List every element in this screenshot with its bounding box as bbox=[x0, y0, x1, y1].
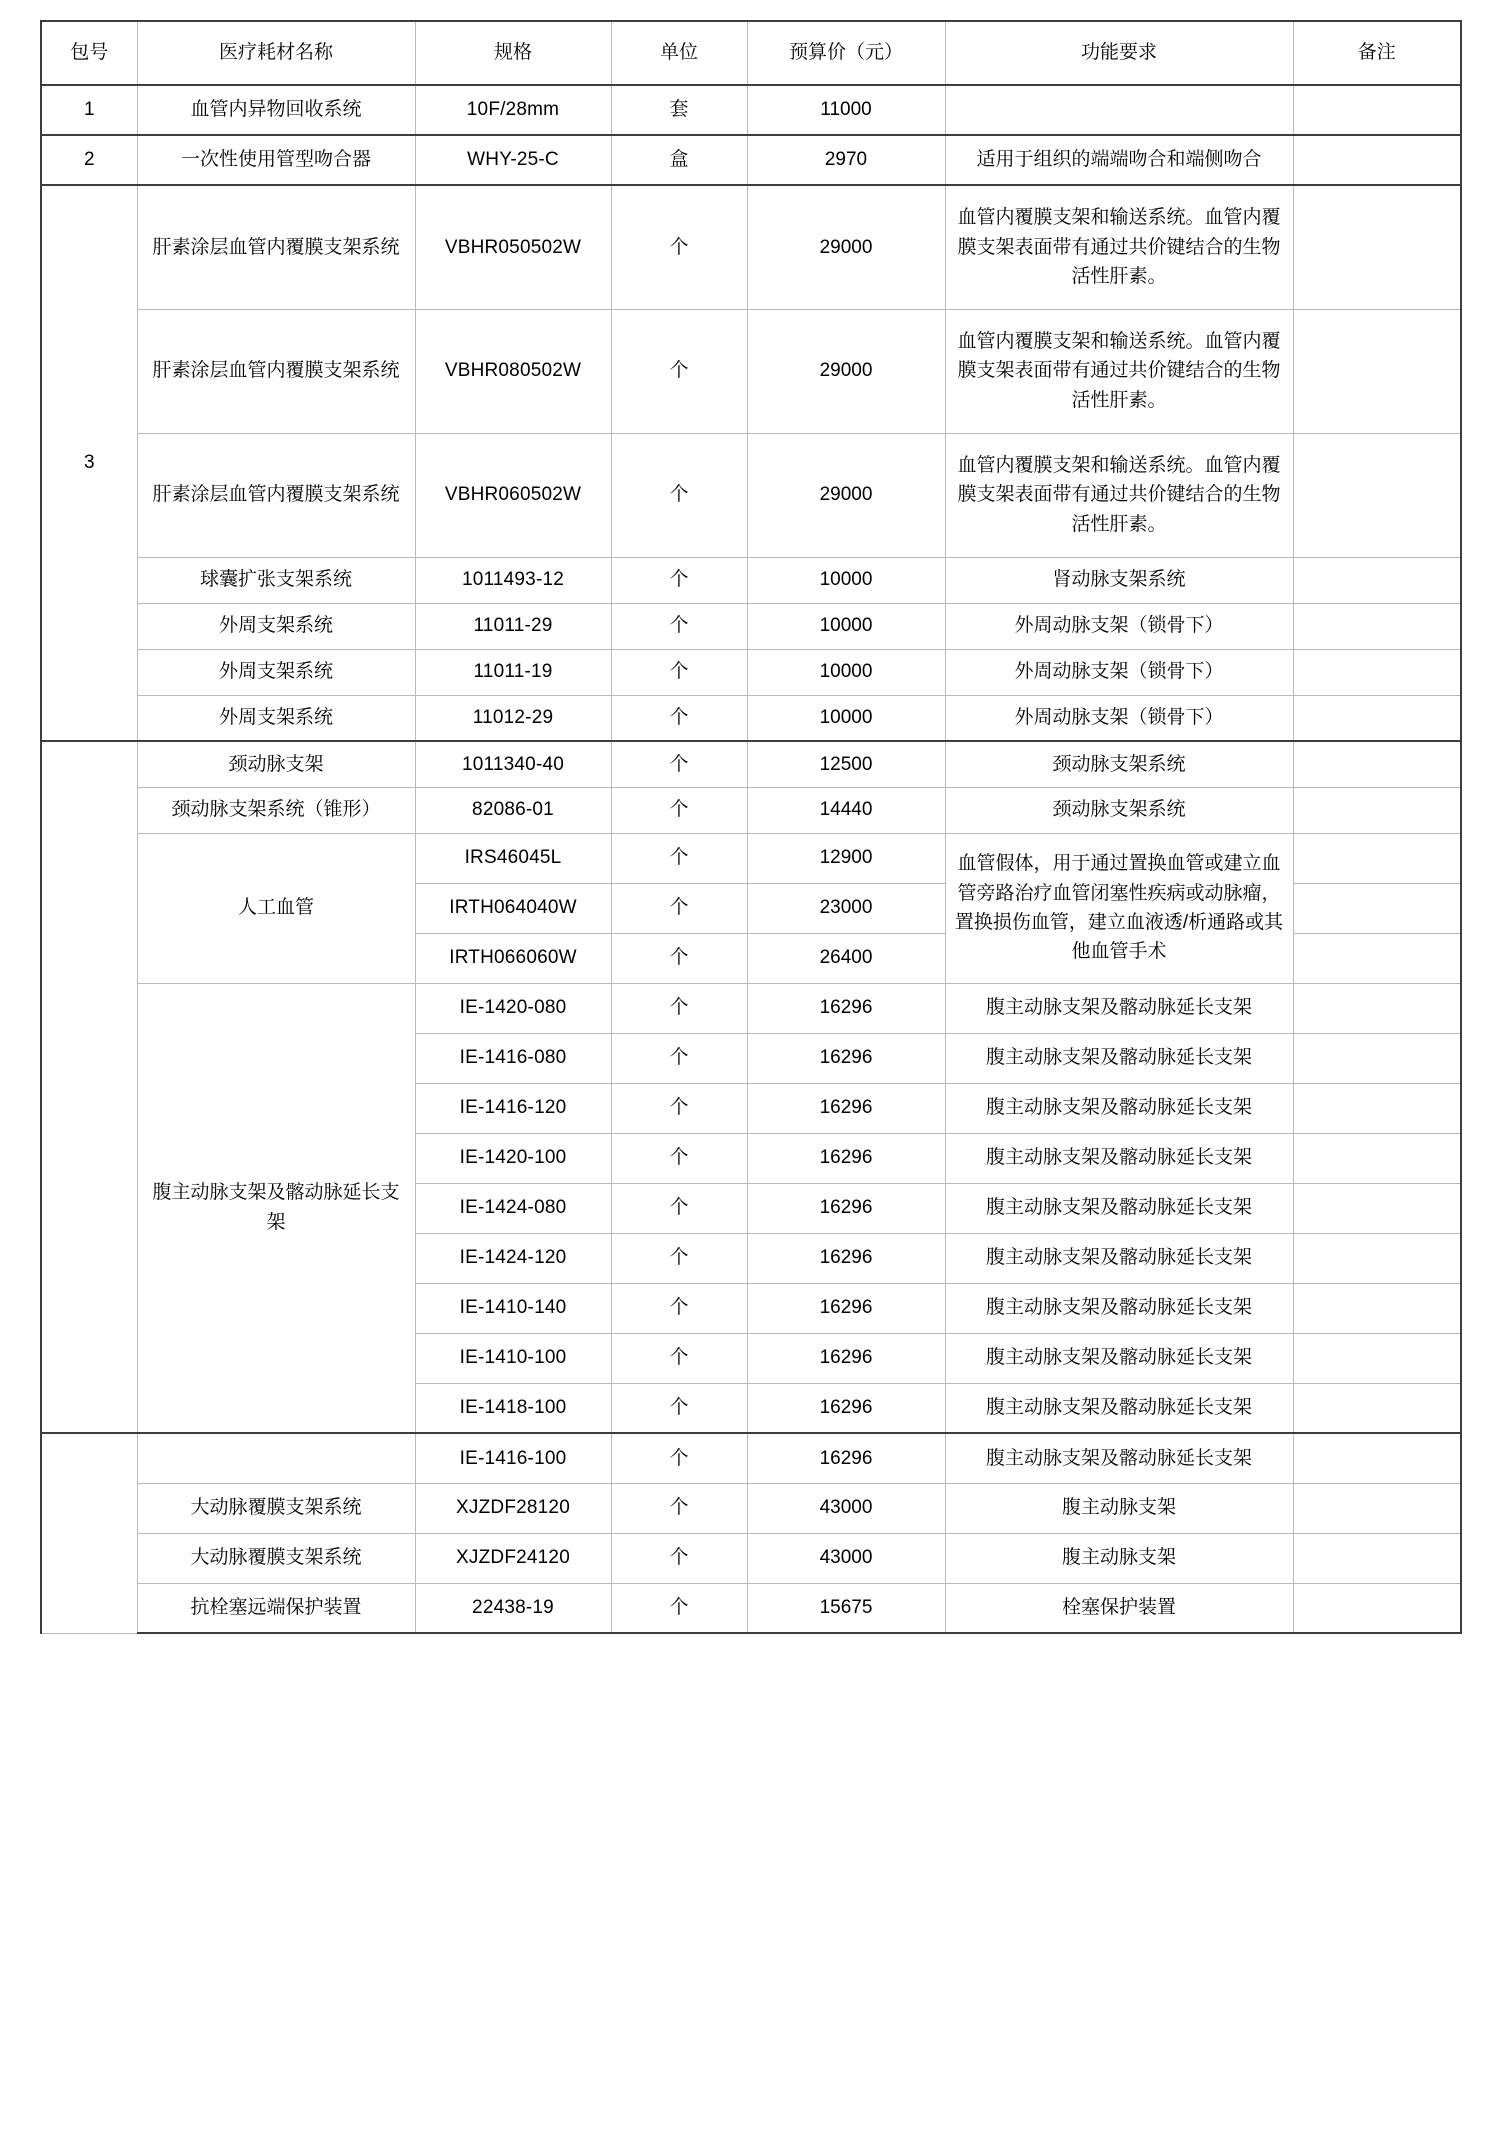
cell-unit: 个 bbox=[611, 695, 747, 741]
cell-package-no: 3 bbox=[41, 185, 137, 741]
cell-price: 15675 bbox=[747, 1583, 945, 1633]
cell-name: 肝素涂层血管内覆膜支架系统 bbox=[137, 309, 415, 433]
cell-name: 肝素涂层血管内覆膜支架系统 bbox=[137, 185, 415, 309]
cell-price: 16296 bbox=[747, 983, 945, 1033]
table-row bbox=[41, 983, 1461, 1033]
cell-function: 适用于组织的端端吻合和端侧吻合 bbox=[945, 135, 1293, 185]
cell-note bbox=[1293, 1533, 1461, 1583]
cell-function: 腹主动脉支架及髂动脉延长支架 bbox=[945, 983, 1293, 1033]
cell-spec: IE-1410-140 bbox=[415, 1283, 611, 1333]
table-row bbox=[41, 833, 1461, 883]
cell-package-no bbox=[41, 1433, 137, 1633]
cell-function: 血管内覆膜支架和输送系统。血管内覆膜支架表面带有通过共价键结合的生物活性肝素。 bbox=[945, 309, 1293, 433]
cell-function: 外周动脉支架（锁骨下） bbox=[945, 603, 1293, 649]
cell-spec: VBHR050502W bbox=[415, 185, 611, 309]
table-row bbox=[41, 557, 1461, 603]
cell-spec: IE-1416-080 bbox=[415, 1033, 611, 1083]
cell-function: 腹主动脉支架及髂动脉延长支架 bbox=[945, 1133, 1293, 1183]
cell-function: 腹主动脉支架及髂动脉延长支架 bbox=[945, 1183, 1293, 1233]
cell-price: 29000 bbox=[747, 433, 945, 557]
cell-package-no bbox=[41, 741, 137, 1433]
cell-price: 16296 bbox=[747, 1183, 945, 1233]
cell-unit: 套 bbox=[611, 85, 747, 135]
cell-unit: 个 bbox=[611, 433, 747, 557]
cell-note bbox=[1293, 1333, 1461, 1383]
cell-price: 16296 bbox=[747, 1433, 945, 1483]
cell-unit: 个 bbox=[611, 1333, 747, 1383]
cell-note bbox=[1293, 649, 1461, 695]
cell-unit: 个 bbox=[611, 1433, 747, 1483]
cell-spec: VBHR060502W bbox=[415, 433, 611, 557]
cell-price: 43000 bbox=[747, 1533, 945, 1583]
cell-spec: IE-1416-100 bbox=[415, 1433, 611, 1483]
cell-spec: XJZDF28120 bbox=[415, 1483, 611, 1533]
cell-spec: XJZDF24120 bbox=[415, 1533, 611, 1583]
table-row bbox=[41, 603, 1461, 649]
cell-unit: 盒 bbox=[611, 135, 747, 185]
table-header-row bbox=[41, 21, 1461, 85]
cell-unit: 个 bbox=[611, 983, 747, 1033]
cell-unit: 个 bbox=[611, 557, 747, 603]
cell-spec: 11012-29 bbox=[415, 695, 611, 741]
cell-note bbox=[1293, 433, 1461, 557]
cell-name: 一次性使用管型吻合器 bbox=[137, 135, 415, 185]
cell-function bbox=[945, 85, 1293, 135]
cell-name-aortic-stent: 腹主动脉支架及髂动脉延长支架 bbox=[137, 983, 415, 1433]
table-row bbox=[41, 309, 1461, 433]
column-header-spec: 规格 bbox=[415, 21, 611, 85]
cell-price: 16296 bbox=[747, 1033, 945, 1083]
cell-unit: 个 bbox=[611, 883, 747, 933]
cell-spec: IRTH064040W bbox=[415, 883, 611, 933]
cell-price: 16296 bbox=[747, 1383, 945, 1433]
cell-unit: 个 bbox=[611, 603, 747, 649]
cell-note bbox=[1293, 1083, 1461, 1133]
cell-price: 16296 bbox=[747, 1333, 945, 1383]
cell-price: 12900 bbox=[747, 833, 945, 883]
cell-spec: 10F/28mm bbox=[415, 85, 611, 135]
cell-spec: 82086-01 bbox=[415, 787, 611, 833]
cell-spec: IE-1420-100 bbox=[415, 1133, 611, 1183]
cell-price: 10000 bbox=[747, 557, 945, 603]
cell-name bbox=[137, 1433, 415, 1483]
cell-note bbox=[1293, 1583, 1461, 1633]
cell-note bbox=[1293, 833, 1461, 883]
cell-note bbox=[1293, 883, 1461, 933]
cell-unit: 个 bbox=[611, 185, 747, 309]
cell-price: 11000 bbox=[747, 85, 945, 135]
cell-function: 腹主动脉支架 bbox=[945, 1483, 1293, 1533]
cell-note bbox=[1293, 1233, 1461, 1283]
column-header-price: 预算价（元） bbox=[747, 21, 945, 85]
cell-function: 腹主动脉支架及髂动脉延长支架 bbox=[945, 1433, 1293, 1483]
cell-function: 外周动脉支架（锁骨下） bbox=[945, 695, 1293, 741]
cell-unit: 个 bbox=[611, 1083, 747, 1133]
cell-name: 球囊扩张支架系统 bbox=[137, 557, 415, 603]
table-row bbox=[41, 1483, 1461, 1533]
cell-price: 16296 bbox=[747, 1083, 945, 1133]
cell-price: 14440 bbox=[747, 787, 945, 833]
cell-unit: 个 bbox=[611, 1483, 747, 1533]
cell-unit: 个 bbox=[611, 649, 747, 695]
cell-function: 外周动脉支架（锁骨下） bbox=[945, 649, 1293, 695]
cell-note bbox=[1293, 135, 1461, 185]
cell-function: 颈动脉支架系统 bbox=[945, 741, 1293, 787]
cell-price: 10000 bbox=[747, 695, 945, 741]
cell-note bbox=[1293, 85, 1461, 135]
cell-spec: 1011340-40 bbox=[415, 741, 611, 787]
cell-price: 16296 bbox=[747, 1233, 945, 1283]
cell-spec: 22438-19 bbox=[415, 1583, 611, 1633]
column-header-package-no: 包号 bbox=[41, 21, 137, 85]
cell-note bbox=[1293, 1483, 1461, 1533]
cell-function-artificial-vessel: 血管假体，用于通过置换血管或建立血管旁路治疗血管闭塞性疾病或动脉瘤，置换损伤血管，建立血液透/析通路或其他血管手术 bbox=[945, 833, 1293, 983]
cell-price: 10000 bbox=[747, 603, 945, 649]
cell-price: 43000 bbox=[747, 1483, 945, 1533]
column-header-function: 功能要求 bbox=[945, 21, 1293, 85]
cell-name: 外周支架系统 bbox=[137, 695, 415, 741]
cell-function: 肾动脉支架系统 bbox=[945, 557, 1293, 603]
cell-function: 腹主动脉支架及髂动脉延长支架 bbox=[945, 1083, 1293, 1133]
cell-note bbox=[1293, 603, 1461, 649]
column-header-note: 备注 bbox=[1293, 21, 1461, 85]
cell-note bbox=[1293, 309, 1461, 433]
table-row bbox=[41, 135, 1461, 185]
cell-function: 腹主动脉支架 bbox=[945, 1533, 1293, 1583]
cell-unit: 个 bbox=[611, 833, 747, 883]
cell-unit: 个 bbox=[611, 933, 747, 983]
cell-note bbox=[1293, 1383, 1461, 1433]
cell-name-artificial-vessel: 人工血管 bbox=[137, 833, 415, 983]
cell-package-no: 1 bbox=[41, 85, 137, 135]
cell-package-no: 2 bbox=[41, 135, 137, 185]
cell-price: 16296 bbox=[747, 1133, 945, 1183]
cell-note bbox=[1293, 1183, 1461, 1233]
cell-unit: 个 bbox=[611, 1283, 747, 1333]
table-row bbox=[41, 433, 1461, 557]
column-header-name: 医疗耗材名称 bbox=[137, 21, 415, 85]
cell-spec: IE-1424-080 bbox=[415, 1183, 611, 1233]
table-row bbox=[41, 1533, 1461, 1583]
cell-unit: 个 bbox=[611, 1383, 747, 1433]
cell-function: 腹主动脉支架及髂动脉延长支架 bbox=[945, 1333, 1293, 1383]
cell-note bbox=[1293, 695, 1461, 741]
cell-spec: WHY-25-C bbox=[415, 135, 611, 185]
cell-function: 腹主动脉支架及髂动脉延长支架 bbox=[945, 1283, 1293, 1333]
cell-unit: 个 bbox=[611, 787, 747, 833]
table-row bbox=[41, 787, 1461, 833]
cell-unit: 个 bbox=[611, 1533, 747, 1583]
cell-name: 抗栓塞远端保护装置 bbox=[137, 1583, 415, 1633]
cell-note bbox=[1293, 1133, 1461, 1183]
cell-unit: 个 bbox=[611, 1583, 747, 1633]
column-header-unit: 单位 bbox=[611, 21, 747, 85]
cell-name: 肝素涂层血管内覆膜支架系统 bbox=[137, 433, 415, 557]
cell-price: 26400 bbox=[747, 933, 945, 983]
cell-function: 血管内覆膜支架和输送系统。血管内覆膜支架表面带有通过共价键结合的生物活性肝素。 bbox=[945, 433, 1293, 557]
cell-unit: 个 bbox=[611, 741, 747, 787]
cell-spec: IE-1420-080 bbox=[415, 983, 611, 1033]
cell-note bbox=[1293, 741, 1461, 787]
cell-name: 颈动脉支架系统（锥形） bbox=[137, 787, 415, 833]
cell-note bbox=[1293, 185, 1461, 309]
cell-price: 2970 bbox=[747, 135, 945, 185]
cell-function: 腹主动脉支架及髂动脉延长支架 bbox=[945, 1033, 1293, 1083]
cell-spec: IE-1424-120 bbox=[415, 1233, 611, 1283]
cell-note bbox=[1293, 1433, 1461, 1483]
cell-unit: 个 bbox=[611, 1133, 747, 1183]
cell-name: 血管内异物回收系统 bbox=[137, 85, 415, 135]
cell-spec: IRTH066060W bbox=[415, 933, 611, 983]
table-row bbox=[41, 85, 1461, 135]
cell-price: 12500 bbox=[747, 741, 945, 787]
table-row bbox=[41, 695, 1461, 741]
cell-note bbox=[1293, 787, 1461, 833]
table-row bbox=[41, 649, 1461, 695]
cell-spec: VBHR080502W bbox=[415, 309, 611, 433]
cell-note bbox=[1293, 557, 1461, 603]
table-row bbox=[41, 741, 1461, 787]
cell-price: 29000 bbox=[747, 185, 945, 309]
cell-note bbox=[1293, 1033, 1461, 1083]
cell-function: 颈动脉支架系统 bbox=[945, 787, 1293, 833]
cell-unit: 个 bbox=[611, 1033, 747, 1083]
medical-consumables-table bbox=[40, 20, 1462, 1634]
cell-price: 29000 bbox=[747, 309, 945, 433]
cell-spec: IE-1410-100 bbox=[415, 1333, 611, 1383]
cell-name: 外周支架系统 bbox=[137, 649, 415, 695]
cell-unit: 个 bbox=[611, 309, 747, 433]
cell-spec: 1011493-12 bbox=[415, 557, 611, 603]
cell-spec: IE-1418-100 bbox=[415, 1383, 611, 1433]
cell-name: 大动脉覆膜支架系统 bbox=[137, 1533, 415, 1583]
cell-name: 大动脉覆膜支架系统 bbox=[137, 1483, 415, 1533]
cell-unit: 个 bbox=[611, 1183, 747, 1233]
cell-note bbox=[1293, 983, 1461, 1033]
cell-function: 栓塞保护装置 bbox=[945, 1583, 1293, 1633]
cell-function: 血管内覆膜支架和输送系统。血管内覆膜支架表面带有通过共价键结合的生物活性肝素。 bbox=[945, 185, 1293, 309]
cell-note bbox=[1293, 933, 1461, 983]
cell-spec: IRS46045L bbox=[415, 833, 611, 883]
cell-note bbox=[1293, 1283, 1461, 1333]
table-row bbox=[41, 185, 1461, 309]
cell-unit: 个 bbox=[611, 1233, 747, 1283]
cell-price: 10000 bbox=[747, 649, 945, 695]
cell-price: 16296 bbox=[747, 1283, 945, 1333]
cell-spec: 11011-19 bbox=[415, 649, 611, 695]
cell-function: 腹主动脉支架及髂动脉延长支架 bbox=[945, 1383, 1293, 1433]
cell-price: 23000 bbox=[747, 883, 945, 933]
cell-spec: IE-1416-120 bbox=[415, 1083, 611, 1133]
cell-spec: 11011-29 bbox=[415, 603, 611, 649]
cell-name: 外周支架系统 bbox=[137, 603, 415, 649]
cell-function: 腹主动脉支架及髂动脉延长支架 bbox=[945, 1233, 1293, 1283]
cell-name: 颈动脉支架 bbox=[137, 741, 415, 787]
table-row bbox=[41, 1433, 1461, 1483]
table-row bbox=[41, 1583, 1461, 1633]
